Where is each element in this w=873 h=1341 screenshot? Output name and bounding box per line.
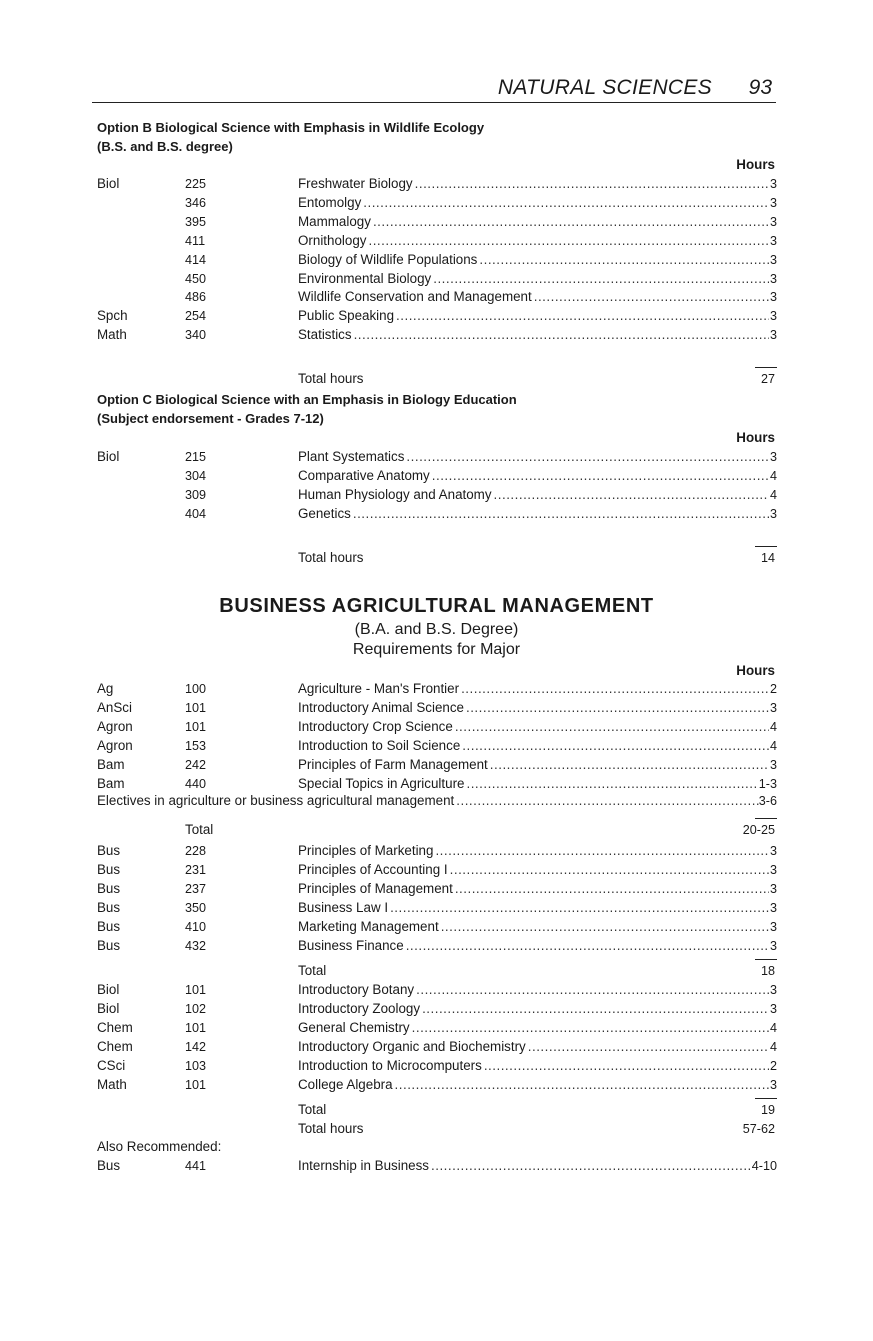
course-line	[298, 213, 777, 231]
course-number: 101	[185, 700, 207, 715]
course-hours: 3	[769, 506, 777, 521]
total-rule	[755, 546, 777, 547]
course-number: 215	[185, 450, 207, 464]
course-row	[97, 232, 777, 250]
leader-dots	[479, 251, 769, 269]
leader-dots	[363, 194, 769, 212]
hours-header: Hours	[736, 663, 775, 678]
course-number: 100	[185, 682, 207, 696]
course-line	[298, 326, 777, 344]
course-title: Ornithology	[298, 232, 367, 248]
course-title: General Chemistry	[298, 1019, 410, 1035]
course-dept: Bus	[97, 1158, 121, 1173]
course-number: 440	[185, 776, 207, 791]
course-number: 414	[185, 252, 207, 267]
total-value: 18	[760, 964, 775, 978]
course-row	[97, 937, 777, 955]
course-number: 346	[185, 195, 207, 210]
course-line	[298, 699, 777, 717]
course-title: Genetics	[298, 505, 351, 521]
course-title: Introductory Organic and Biochemistry	[298, 1038, 526, 1054]
course-row	[97, 194, 777, 212]
course-dept: Chem	[97, 1038, 133, 1054]
course-row	[97, 251, 777, 269]
course-number: 103	[185, 1058, 207, 1073]
leader-dots	[534, 288, 769, 306]
course-dept: Agron	[97, 718, 133, 734]
course-line	[298, 1057, 777, 1075]
course-hours: 3	[769, 900, 777, 915]
leader-dots	[484, 1057, 769, 1075]
total-label: Total	[185, 822, 214, 837]
leader-dots	[455, 880, 769, 898]
course-line	[298, 175, 777, 193]
course-title: Human Physiology and Anatomy	[298, 486, 492, 502]
course-title: Introduction to Microcomputers	[298, 1057, 482, 1073]
leader-dots	[406, 937, 769, 955]
course-row	[97, 718, 777, 736]
leader-dots	[456, 792, 759, 810]
course-title: Special Topics in Agriculture	[298, 775, 465, 791]
course-number: 101	[185, 1077, 207, 1092]
course-dept: CSci	[97, 1057, 126, 1073]
leader-dots	[494, 486, 769, 504]
course-row	[97, 899, 777, 917]
course-line	[298, 680, 777, 698]
electives-row	[97, 792, 777, 810]
electives-hours: 3-6	[758, 794, 777, 808]
course-hours: 3	[769, 700, 777, 715]
course-number: 486	[185, 290, 207, 305]
course-number: 304	[185, 468, 207, 483]
course-dept: Ag	[97, 681, 114, 696]
course-title: Principles of Management	[298, 880, 453, 896]
course-title: Biology of Wildlife Populations	[298, 251, 478, 267]
electives-text: Electives in agriculture or business agricultural management	[97, 793, 455, 808]
leader-dots	[406, 448, 769, 466]
course-hours: 3	[769, 1077, 777, 1092]
course-number: 350	[185, 900, 207, 915]
leader-dots	[396, 307, 769, 325]
course-row	[97, 1038, 777, 1056]
course-hours: 3	[769, 214, 777, 229]
course-line	[298, 899, 777, 917]
hours-header: Hours	[736, 430, 775, 445]
course-line	[298, 842, 777, 860]
course-title: Principles of Farm Management	[298, 756, 488, 772]
course-number: 228	[185, 844, 207, 858]
course-hours: 2	[769, 682, 777, 696]
leader-dots	[455, 718, 769, 736]
course-number: 225	[185, 177, 207, 191]
leader-dots	[435, 842, 769, 860]
course-number: 237	[185, 881, 207, 896]
course-line	[298, 981, 777, 999]
course-dept: Agron	[97, 737, 133, 753]
page-number: 93	[748, 76, 772, 99]
course-dept: Bus	[97, 937, 121, 953]
course-row	[97, 861, 777, 879]
course-title: Introductory Zoology	[298, 1000, 421, 1016]
course-line	[298, 1038, 777, 1056]
course-dept: Bus	[97, 899, 121, 915]
course-title: Principles of Accounting I	[298, 861, 448, 877]
course-hours: 3	[769, 757, 777, 772]
course-row	[97, 213, 777, 231]
course-row	[97, 918, 777, 936]
course-row	[97, 680, 777, 698]
course-hours: 3	[769, 881, 777, 896]
leader-dots	[433, 270, 769, 288]
course-line	[298, 486, 777, 504]
leader-dots	[490, 756, 769, 774]
course-row	[97, 486, 777, 504]
course-dept: Bus	[97, 861, 121, 877]
course-hours: 3	[769, 919, 777, 934]
course-row	[97, 981, 777, 999]
course-row	[97, 775, 777, 793]
course-number: 242	[185, 757, 207, 772]
group2-total	[97, 961, 777, 981]
course-row	[97, 1057, 777, 1075]
course-row	[97, 288, 777, 306]
course-line	[298, 448, 777, 466]
course-hours: 3	[769, 983, 777, 997]
course-hours: 3	[769, 252, 777, 267]
course-hours: 3	[769, 177, 777, 191]
section-title: NATURAL SCIENCES	[497, 76, 712, 99]
leader-dots	[422, 1000, 769, 1018]
course-hours: 2	[769, 1058, 777, 1073]
course-title: Freshwater Biology	[298, 176, 413, 191]
leader-dots	[368, 232, 769, 250]
course-line	[298, 1076, 777, 1094]
course-title: Mammalogy	[298, 213, 371, 229]
group3-total	[97, 1100, 777, 1120]
total-rule	[755, 959, 777, 960]
course-line	[298, 861, 777, 879]
course-line	[298, 194, 777, 212]
course-number: 101	[185, 1020, 207, 1035]
total-value: 20-25	[742, 823, 775, 837]
course-row	[97, 699, 777, 717]
course-title: Introductory Botany	[298, 982, 415, 997]
course-hours: 3	[769, 290, 777, 305]
grand-total-value: 57-62	[742, 1122, 775, 1136]
course-number: 101	[185, 719, 207, 734]
course-hours: 3	[769, 450, 777, 464]
course-title: Agriculture - Man's Frontier	[298, 681, 460, 696]
course-dept: Chem	[97, 1019, 133, 1035]
course-dept: Biol	[97, 449, 120, 464]
course-title: College Algebra	[298, 1076, 393, 1092]
group1-total	[97, 820, 777, 840]
leader-dots	[415, 175, 769, 193]
course-hours: 4-10	[751, 1159, 777, 1173]
course-dept: Math	[97, 1076, 127, 1092]
course-hours: 4	[769, 468, 777, 483]
leader-dots	[528, 1038, 769, 1056]
course-number: 102	[185, 1001, 207, 1016]
course-row	[97, 270, 777, 288]
total-rule	[755, 1098, 777, 1099]
course-line	[298, 232, 777, 250]
course-row	[97, 307, 777, 325]
course-hours: 4	[769, 719, 777, 734]
course-row	[97, 1157, 777, 1175]
course-row	[97, 175, 777, 193]
degree-subtitle: (B.A. and B.S. Degree)	[354, 621, 519, 638]
course-hours: 4	[769, 1039, 777, 1054]
leader-dots	[461, 680, 769, 698]
course-title: Marketing Management	[298, 918, 439, 934]
course-hours: 3	[769, 309, 777, 324]
total-value: 14	[760, 551, 775, 565]
course-number: 432	[185, 938, 207, 953]
option-c-total	[97, 548, 777, 568]
course-number: 450	[185, 271, 207, 286]
course-line	[298, 288, 777, 306]
course-title: Internship in Business	[298, 1158, 430, 1173]
course-title: Principles of Marketing	[298, 843, 434, 858]
option-c-heading: Option C Biological Science with an Emphasis in Biology Education	[97, 392, 517, 407]
leader-dots	[354, 326, 769, 344]
course-row	[97, 756, 777, 774]
total-value: 27	[760, 372, 775, 386]
course-title: Wildlife Conservation and Management	[298, 289, 532, 305]
course-row	[97, 842, 777, 860]
course-title: Business Law I	[298, 899, 389, 915]
course-line	[298, 307, 777, 325]
course-hours: 3	[769, 233, 777, 248]
course-line	[298, 1019, 777, 1037]
total-label: Total	[298, 1102, 327, 1117]
leader-dots	[466, 775, 757, 793]
option-b-total	[97, 369, 777, 389]
course-row	[97, 1000, 777, 1018]
course-line	[298, 467, 777, 485]
leader-dots	[353, 505, 769, 523]
course-hours: 4	[769, 487, 777, 502]
course-row	[97, 737, 777, 755]
total-label: Total	[298, 963, 327, 978]
course-row	[97, 1076, 777, 1094]
course-line	[298, 1157, 777, 1175]
course-hours: 3	[769, 844, 777, 858]
course-row	[97, 505, 777, 523]
course-number: 340	[185, 328, 207, 343]
hours-header: Hours	[736, 157, 775, 172]
course-hours: 3	[769, 328, 777, 343]
leader-dots	[373, 213, 769, 231]
course-row	[97, 880, 777, 898]
course-hours: 3	[769, 938, 777, 953]
course-row	[97, 1019, 777, 1037]
course-dept: Spch	[97, 308, 128, 324]
course-number: 101	[185, 983, 207, 997]
course-row	[97, 448, 777, 466]
course-line	[298, 775, 777, 793]
course-title: Statistics	[298, 327, 352, 343]
course-line	[298, 880, 777, 898]
leader-dots	[432, 467, 769, 485]
leader-dots	[416, 981, 769, 999]
course-line	[298, 737, 777, 755]
course-dept: Bus	[97, 843, 121, 858]
major-title: BUSINESS AGRICULTURAL MANAGEMENT	[219, 595, 654, 617]
option-c-endorsement: (Subject endorsement - Grades 7-12)	[97, 411, 324, 426]
leader-dots	[395, 1076, 769, 1094]
course-line	[298, 270, 777, 288]
course-title: Introductory Animal Science	[298, 699, 464, 715]
grand-total-label: Total hours	[298, 1121, 364, 1136]
course-dept: AnSci	[97, 699, 132, 715]
requirements-subtitle: Requirements for Major	[352, 641, 521, 658]
course-dept: Biol	[97, 176, 120, 191]
page-header	[92, 74, 776, 103]
course-dept: Biol	[97, 1000, 120, 1016]
leader-dots	[462, 737, 769, 755]
option-b-heading: Option B Biological Science with Emphasis in Wildlife Ecology	[97, 120, 485, 135]
course-number: 153	[185, 738, 207, 753]
course-title: Business Finance	[298, 937, 404, 953]
total-rule	[755, 818, 777, 819]
leader-dots	[450, 861, 769, 879]
course-line	[298, 251, 777, 269]
course-dept: Bam	[97, 775, 125, 791]
course-number: 411	[185, 233, 206, 248]
leader-dots	[431, 1157, 751, 1175]
course-hours: 3	[769, 862, 777, 877]
course-row	[97, 326, 777, 344]
grand-total	[97, 1119, 777, 1139]
course-hours: 3	[769, 271, 777, 286]
course-dept: Biol	[97, 982, 120, 997]
course-line	[298, 718, 777, 736]
option-b-degree: (B.S. and B.S. degree)	[97, 139, 233, 154]
course-line	[298, 505, 777, 523]
course-line	[298, 1000, 777, 1018]
course-line	[298, 918, 777, 936]
course-line	[298, 756, 777, 774]
course-title: Environmental Biology	[298, 270, 432, 286]
leader-dots	[412, 1019, 769, 1037]
course-title: Entomolgy	[298, 194, 362, 210]
course-title: Comparative Anatomy	[298, 467, 430, 483]
course-number: 309	[185, 487, 207, 502]
course-hours: 3	[769, 1001, 777, 1016]
course-line	[298, 937, 777, 955]
course-number: 254	[185, 309, 207, 324]
leader-dots	[441, 918, 769, 936]
course-hours: 1-3	[758, 776, 777, 791]
total-rule	[755, 367, 777, 368]
course-row	[97, 467, 777, 485]
course-hours: 4	[769, 738, 777, 753]
course-hours: 3	[769, 195, 777, 210]
total-value: 19	[760, 1103, 775, 1117]
course-number: 441	[185, 1159, 207, 1173]
total-label: Total hours	[298, 550, 364, 565]
course-title: Public Speaking	[298, 308, 395, 324]
also-recommended-label: Also Recommended:	[97, 1139, 222, 1154]
course-dept: Bus	[97, 918, 121, 934]
course-hours: 4	[769, 1020, 777, 1035]
course-number: 410	[185, 919, 207, 934]
course-number: 404	[185, 506, 207, 521]
course-dept: Bam	[97, 756, 125, 772]
course-title: Introductory Crop Science	[298, 718, 453, 734]
leader-dots	[390, 899, 769, 917]
course-dept: Math	[97, 327, 127, 343]
course-number: 395	[185, 214, 207, 229]
leader-dots	[466, 699, 769, 717]
course-title: Plant Systematics	[298, 449, 405, 464]
total-label: Total hours	[298, 371, 364, 386]
course-number: 231	[185, 862, 207, 877]
course-number: 142	[185, 1039, 207, 1054]
course-dept: Bus	[97, 880, 121, 896]
course-title: Introduction to Soil Science	[298, 737, 461, 753]
